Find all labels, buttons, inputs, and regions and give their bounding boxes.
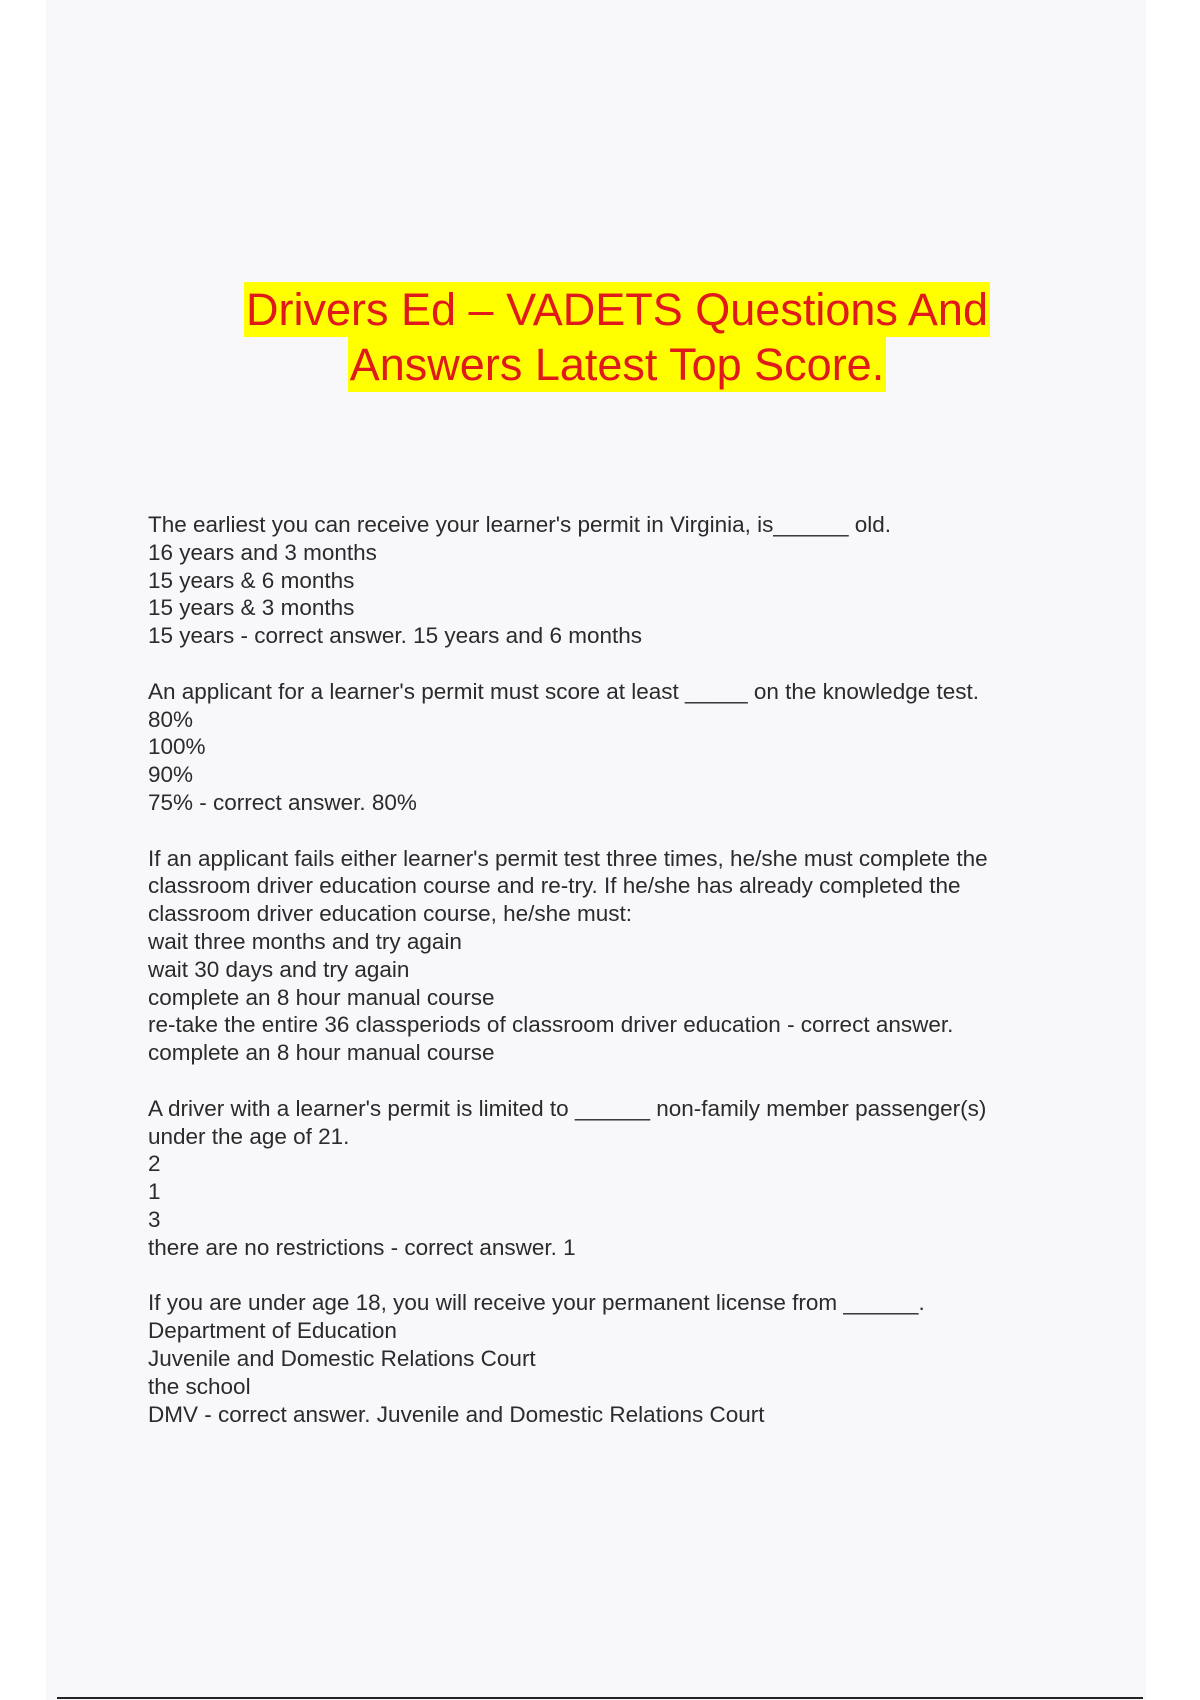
answer-option: complete an 8 hour manual course — [148, 984, 495, 1010]
answer-option: 16 years and 3 months — [148, 539, 377, 565]
answer-option: Juvenile and Domestic Relations Court — [148, 1345, 536, 1371]
question-item-3 — [148, 845, 1078, 1067]
answer-option: 100% — [148, 734, 206, 760]
answer-option: 2 — [148, 1151, 161, 1177]
question-text: If you are under age 18, you will receive your permanent license from ______. — [148, 1290, 925, 1316]
answer-option: wait three months and try again — [148, 928, 462, 954]
answer-option-with-correct-answer: re-take the entire 36 classperiods of classroom driver education - correct answer. — [148, 1012, 954, 1038]
answer-option: 15 years & 6 months — [148, 567, 355, 593]
question-item-5 — [148, 1289, 1078, 1428]
bottom-divider — [57, 1697, 1143, 1699]
question-text: A driver with a learner's permit is limited to ______ non-family member passenger(s) — [148, 1095, 987, 1121]
answer-option: 90% — [148, 762, 194, 788]
answer-option-with-correct-answer: DMV - correct answer. Juvenile and Domestic Relations Court — [148, 1401, 765, 1427]
title-line-2: Answers Latest Top Score. — [349, 339, 885, 390]
correct-answer-text: complete an 8 hour manual course — [148, 1040, 495, 1066]
question-item-4 — [148, 1095, 1078, 1262]
answer-option-with-correct-answer: there are no restrictions - correct answer. 1 — [148, 1234, 576, 1260]
answer-option: 15 years & 3 months — [148, 595, 355, 621]
answer-option-with-correct-answer: 75% - correct answer. 80% — [148, 789, 417, 815]
answer-option: 3 — [148, 1206, 161, 1232]
question-text: The earliest you can receive your learner's permit in Virginia, is______ old. — [148, 512, 892, 537]
answer-option: the school — [148, 1373, 251, 1399]
answer-option-with-correct-answer: 15 years - correct answer. 15 years and 6 months — [148, 623, 642, 649]
question-item-1 — [148, 511, 1078, 650]
question-text: under the age of 21. — [148, 1123, 350, 1149]
question-list — [148, 511, 1078, 1456]
question-item-2 — [148, 678, 1078, 817]
answer-option: Department of Education — [148, 1318, 397, 1344]
document-title — [0, 282, 1200, 392]
answer-option: 80% — [148, 706, 194, 732]
question-text: classroom driver education course and re-try. If he/she has already completed the — [148, 873, 961, 899]
question-text: If an applicant fails either learner's permit test three times, he/she must complete the — [148, 845, 988, 871]
title-line-1: Drivers Ed – VADETS Questions And — [246, 284, 988, 335]
question-text: An applicant for a learner's permit must score at least _____ on the knowledge test. — [148, 678, 980, 704]
question-text: classroom driver education course, he/she must: — [148, 901, 632, 927]
answer-option: wait 30 days and try again — [148, 956, 410, 982]
answer-option: 1 — [148, 1179, 161, 1205]
